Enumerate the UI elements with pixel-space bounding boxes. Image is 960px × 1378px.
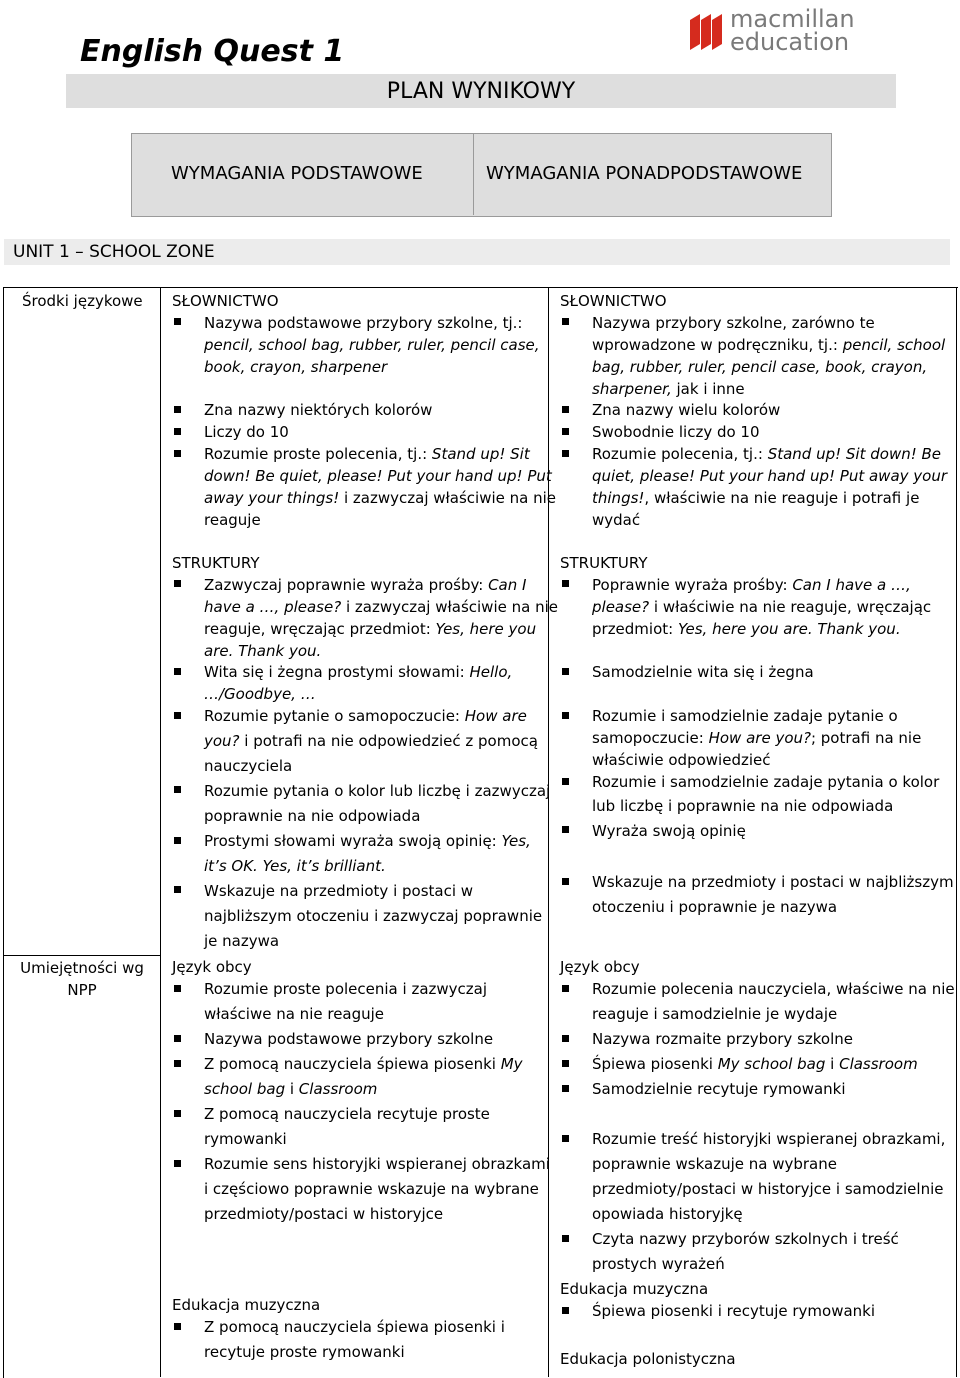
list-item: Wskazuje na przedmioty i postaci w najbliższym <box>592 873 954 891</box>
list-item: przedmioty/postaci w historyjce <box>204 1205 444 1223</box>
bullet <box>174 318 181 325</box>
right-heading-jezyk-obcy: Język obcy <box>560 958 640 976</box>
unit-title: UNIT 1 – SCHOOL ZONE <box>13 242 215 262</box>
req-basic-label: WYMAGANIA PODSTAWOWE <box>171 163 423 184</box>
list-item: Nazywa rozmaite przybory szkolne <box>592 1030 853 1048</box>
list-item: Liczy do 10 <box>204 423 289 441</box>
bullet <box>562 1135 569 1142</box>
left-heading-struktury: STRUKTURY <box>172 554 260 572</box>
left-heading-jezyk-obcy: Język obcy <box>172 958 252 976</box>
list-item: wydać <box>592 511 641 529</box>
bullet <box>562 826 569 833</box>
list-item: Rozumie polecenia, tj.: Stand up! Sit down! Be <box>592 445 942 463</box>
list-item: właściwe na nie reaguje <box>204 1005 385 1023</box>
list-item: samopoczucie: How are you?; potrafi na nie <box>592 729 922 747</box>
list-item: Z pomocą nauczyciela recytuje proste <box>204 1105 490 1123</box>
list-item: Samodzielnie wita się i żegna <box>592 663 814 681</box>
list-item: quiet, please! Put your hand up! Put away your <box>592 467 948 485</box>
bullet <box>562 985 569 992</box>
bullet <box>562 1235 569 1242</box>
table-col-divider-1 <box>160 287 161 1377</box>
bullet <box>562 318 569 325</box>
unit-banner <box>4 239 950 265</box>
row-label-umiejetnosci: Umiejętności wg NPP <box>20 959 144 999</box>
bullet <box>174 450 181 457</box>
list-item: are. Thank you. <box>204 642 322 660</box>
document-title: English Quest 1 <box>80 34 345 69</box>
macmillan-logo <box>690 5 860 60</box>
bullet <box>562 1085 569 1092</box>
right-heading-slownictwo: SŁOWNICTWO <box>560 292 667 310</box>
list-item: Nazywa podstawowe przybory szkolne <box>204 1030 494 1048</box>
list-item: book, crayon, sharpener <box>204 358 388 376</box>
bullet <box>174 985 181 992</box>
list-item: Wita się i żegna prostymi słowami: Hello, <box>204 663 513 681</box>
list-item: Samodzielnie recytuje rymowanki <box>592 1080 846 1098</box>
bullet <box>174 786 181 793</box>
bullet <box>174 886 181 893</box>
bullet <box>174 1035 181 1042</box>
list-item: poprawnie wskazuje na wybrane <box>592 1155 837 1173</box>
list-item: je nazywa <box>204 932 280 950</box>
list-item: Śpiewa piosenki My school bag i Classroom <box>592 1055 918 1073</box>
list-item: away your things! i zazwyczaj właściwie na nie <box>204 489 557 507</box>
list-item: Śpiewa piosenki i recytuje rymowanki <box>592 1302 876 1320</box>
requirements-divider <box>473 133 474 215</box>
list-item: Poprawnie wyraża prośby: Can I have a …, <box>592 576 911 594</box>
list-item: Prostymi słowami wyraża swoją opinię: Yes, <box>204 832 531 850</box>
list-item: Zna nazwy niektórych kolorów <box>204 401 433 419</box>
list-item: it’s OK. Yes, it’s brilliant. <box>204 857 386 875</box>
list-item: Nazywa przybory szkolne, zarówno te <box>592 314 875 332</box>
bullet <box>562 1307 569 1314</box>
plan-title: PLAN WYNIKOWY <box>386 79 576 104</box>
macmillan-logo-icon <box>690 14 722 50</box>
list-item: prostych wyrażeń <box>592 1255 725 1273</box>
list-item: wprowadzone w podręczniku, tj.: pencil, school <box>592 336 946 354</box>
bullet <box>562 878 569 885</box>
list-item: things!, właściwie na nie reaguje i potrafi je <box>592 489 920 507</box>
list-item: Zazwyczaj poprawnie wyraża prośby: Can I <box>204 576 527 594</box>
list-item: Rozumie i samodzielnie zadaje pytania o kolor <box>592 773 940 791</box>
list-item: sharpener, jak i inne <box>592 380 745 398</box>
list-item: Z pomocą nauczyciela śpiewa piosenki My <box>204 1055 523 1073</box>
list-item: …/Goodbye, … <box>204 685 316 703</box>
bullet <box>562 450 569 457</box>
list-item: Rozumie polecenia nauczyciela, właściwe na nie <box>592 980 955 998</box>
list-item: Z pomocą nauczyciela śpiewa piosenki i <box>204 1318 505 1336</box>
bullet <box>562 428 569 435</box>
bullet <box>562 580 569 587</box>
right-heading-edukacja-polonistyczna: Edukacja polonistyczna <box>560 1350 736 1368</box>
bullet <box>174 837 181 844</box>
list-item: reaguje i samodzielnie je wydaje <box>592 1005 838 1023</box>
bullet <box>562 1060 569 1067</box>
list-item: Zna nazwy wielu kolorów <box>592 401 781 419</box>
list-item: please? i właściwie na nie reaguje, wręczając <box>592 598 932 616</box>
table-col-divider-3 <box>956 287 957 1377</box>
list-item: otoczeniu i poprawnie je nazywa <box>592 898 838 916</box>
list-item: Rozumie sens historyjki wspieranej obrazkami <box>204 1155 550 1173</box>
list-item: poprawnie na nie odpowiada <box>204 807 421 825</box>
bullet <box>174 1160 181 1167</box>
left-heading-slownictwo: SŁOWNICTWO <box>172 292 279 310</box>
bullet <box>174 406 181 413</box>
plan-banner <box>66 74 896 108</box>
logo-line-2: education <box>730 28 850 56</box>
list-item: recytuje proste rymowanki <box>204 1343 405 1361</box>
list-item: właściwie odpowiedzieć <box>592 751 771 769</box>
list-item: Wyraża swoją opinię <box>592 822 746 840</box>
list-item: Nazywa podstawowe przybory szkolne, tj.: <box>204 314 523 332</box>
req-extended-label: WYMAGANIA PONADPODSTAWOWE <box>486 163 803 184</box>
list-item: down! Be quiet, please! Put your hand up! Put <box>204 467 552 485</box>
right-heading-struktury: STRUKTURY <box>560 554 648 572</box>
list-item: najbliższym otoczeniu i zazwyczaj poprawnie <box>204 907 543 925</box>
list-item: i częściowo poprawnie wskazuje na wybrane <box>204 1180 539 1198</box>
bullet <box>174 580 181 587</box>
row-divider-labels <box>3 955 160 956</box>
list-item: you? i potrafi na nie odpowiedzieć z pomocą <box>204 732 538 750</box>
list-item: Rozumie proste polecenia i zazwyczaj <box>204 980 488 998</box>
list-item: Rozumie pytania o kolor lub liczbę i zazwyczaj <box>204 782 551 800</box>
list-item: bag, rubber, ruler, pencil case, book, crayon, <box>592 358 928 376</box>
list-item: pencil, school bag, rubber, ruler, pencil case, <box>204 336 540 354</box>
bullet <box>174 668 181 675</box>
list-item: Wskazuje na przedmioty i postaci w <box>204 882 474 900</box>
list-item: lub liczbę i poprawnie na nie odpowiada <box>592 797 894 815</box>
list-item: nauczyciela <box>204 757 293 775</box>
list-item: have a …, please? i zazwyczaj właściwie na nie <box>204 598 558 616</box>
list-item: przedmioty/postaci w historyjce i samodzielnie <box>592 1180 944 1198</box>
list-item: Rozumie treść historyjki wspieranej obrazkami, <box>592 1130 946 1148</box>
bullet <box>562 1035 569 1042</box>
left-heading-edukacja-muzyczna: Edukacja muzyczna <box>172 1296 321 1314</box>
list-item: opowiada historyjkę <box>592 1205 743 1223</box>
list-item: Rozumie i samodzielnie zadaje pytanie o <box>592 707 898 725</box>
bullet <box>562 668 569 675</box>
bullet <box>562 778 569 785</box>
right-heading-edukacja-muzyczna: Edukacja muzyczna <box>560 1280 709 1298</box>
bullet <box>174 1060 181 1067</box>
bullet <box>174 712 181 719</box>
table-col-divider-2 <box>548 287 549 1377</box>
bullet <box>174 1110 181 1117</box>
list-item: reaguje <box>204 511 261 529</box>
list-item: przedmiot: Yes, here you are. Thank you. <box>592 620 901 638</box>
list-item: Rozumie proste polecenia, tj.: Stand up! Sit <box>204 445 530 463</box>
list-item: reaguje, wręczając przedmiot: Yes, here you <box>204 620 537 638</box>
list-item: rymowanki <box>204 1130 287 1148</box>
bullet <box>562 406 569 413</box>
bullet <box>174 1323 181 1330</box>
list-item: school bag i Classroom <box>204 1080 378 1098</box>
bullet <box>562 712 569 719</box>
list-item: Swobodnie liczy do 10 <box>592 423 760 441</box>
list-item: Rozumie pytanie o samopoczucie: How are <box>204 707 527 725</box>
bullet <box>174 428 181 435</box>
logo-line-1: macmillan <box>730 5 855 33</box>
list-item: Czyta nazwy przyborów szkolnych i treść <box>592 1230 899 1248</box>
row-label-srodki: Środki językowe <box>22 292 143 310</box>
